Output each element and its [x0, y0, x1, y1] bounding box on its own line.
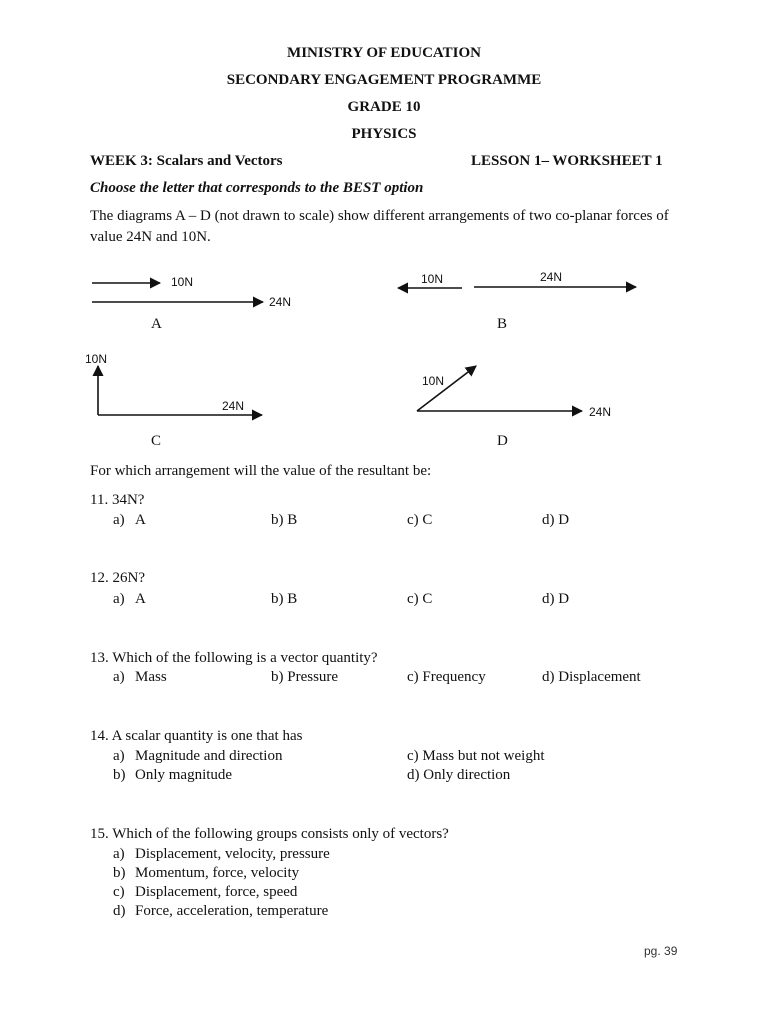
option-a[interactable]: Magnitude and direction	[135, 748, 283, 764]
option-c[interactable]: c) Frequency	[407, 669, 486, 685]
option-letter: a)	[113, 512, 125, 528]
question-prompt: For which arrangement will the value of the resultant be:	[90, 463, 432, 479]
option-b[interactable]: Momentum, force, velocity	[135, 865, 300, 881]
option-letter: a)	[113, 591, 125, 607]
option-c[interactable]: c) C	[407, 591, 433, 607]
question-stem: 14. A scalar quantity is one that has	[90, 728, 303, 744]
question-stem: 13. Which of the following is a vector quantity?	[90, 650, 378, 666]
diagram-d-force2-label: 24N	[589, 405, 612, 419]
diagram-d	[417, 366, 582, 411]
lesson-title: LESSON 1– WORKSHEET 1	[471, 153, 663, 169]
option-a[interactable]: A	[135, 512, 146, 528]
option-letter: b)	[113, 865, 126, 881]
option-c[interactable]: c) Mass but not weight	[407, 748, 545, 764]
option-a[interactable]: Displacement, velocity, pressure	[135, 846, 330, 862]
diagram-a-label: A	[151, 316, 162, 332]
diagram-c-label: C	[151, 433, 162, 449]
question-stem: 12. 26N?	[90, 570, 145, 586]
option-d[interactable]: d) Only direction	[407, 767, 511, 783]
option-d[interactable]: d) D	[542, 512, 570, 528]
page-number: pg. 39	[644, 944, 678, 958]
option-b[interactable]: Only magnitude	[135, 767, 233, 783]
diagram-c-force1-label: 10N	[85, 352, 108, 366]
option-letter: a)	[113, 748, 125, 764]
option-letter: a)	[113, 846, 125, 862]
week-title: WEEK 3: Scalars and Vectors	[90, 153, 283, 169]
diagram-d-10n-arrow	[417, 366, 476, 411]
header-grade: GRADE 10	[347, 99, 421, 115]
diagram-d-label: D	[497, 433, 508, 449]
diagram-b-label: B	[497, 316, 508, 332]
diagram-b	[398, 287, 636, 288]
force-diagrams	[0, 0, 768, 460]
option-letter: a)	[113, 669, 125, 685]
option-letter: c)	[113, 884, 125, 900]
diagram-a-force1-label: 10N	[171, 275, 194, 289]
diagram-a-force2-label: 24N	[269, 295, 292, 309]
option-c[interactable]: Displacement, force, speed	[135, 884, 298, 900]
option-d[interactable]: Force, acceleration, temperature	[135, 903, 329, 919]
question-stem: 15. Which of the following groups consists only of vectors?	[90, 826, 449, 842]
option-b[interactable]: b) Pressure	[271, 669, 339, 685]
option-letter: d)	[113, 903, 126, 919]
header-ministry: MINISTRY OF EDUCATION	[287, 45, 481, 61]
diagram-b-force1-label: 10N	[421, 272, 444, 286]
option-a[interactable]: Mass	[135, 669, 167, 685]
diagram-c-force2-label: 24N	[222, 399, 245, 413]
option-d[interactable]: d) D	[542, 591, 570, 607]
question-stem: 11. 34N?	[90, 492, 145, 508]
option-d[interactable]: d) Displacement	[542, 669, 641, 685]
option-c[interactable]: c) C	[407, 512, 433, 528]
diagram-b-force2-label: 24N	[540, 270, 563, 284]
option-letter: b)	[113, 767, 126, 783]
option-a[interactable]: A	[135, 591, 146, 607]
header-subject: PHYSICS	[351, 126, 417, 142]
option-b[interactable]: b) B	[271, 512, 298, 528]
intro-paragraph: The diagrams A – D (not drawn to scale) show different arrangements of two co-planar forces of value 24N and 10N.	[90, 208, 669, 245]
option-b[interactable]: b) B	[271, 591, 298, 607]
instruction: Choose the letter that corresponds to the BEST option	[90, 180, 424, 196]
header-programme: SECONDARY ENGAGEMENT PROGRAMME	[226, 72, 542, 88]
diagram-d-force1-label: 10N	[422, 374, 445, 388]
